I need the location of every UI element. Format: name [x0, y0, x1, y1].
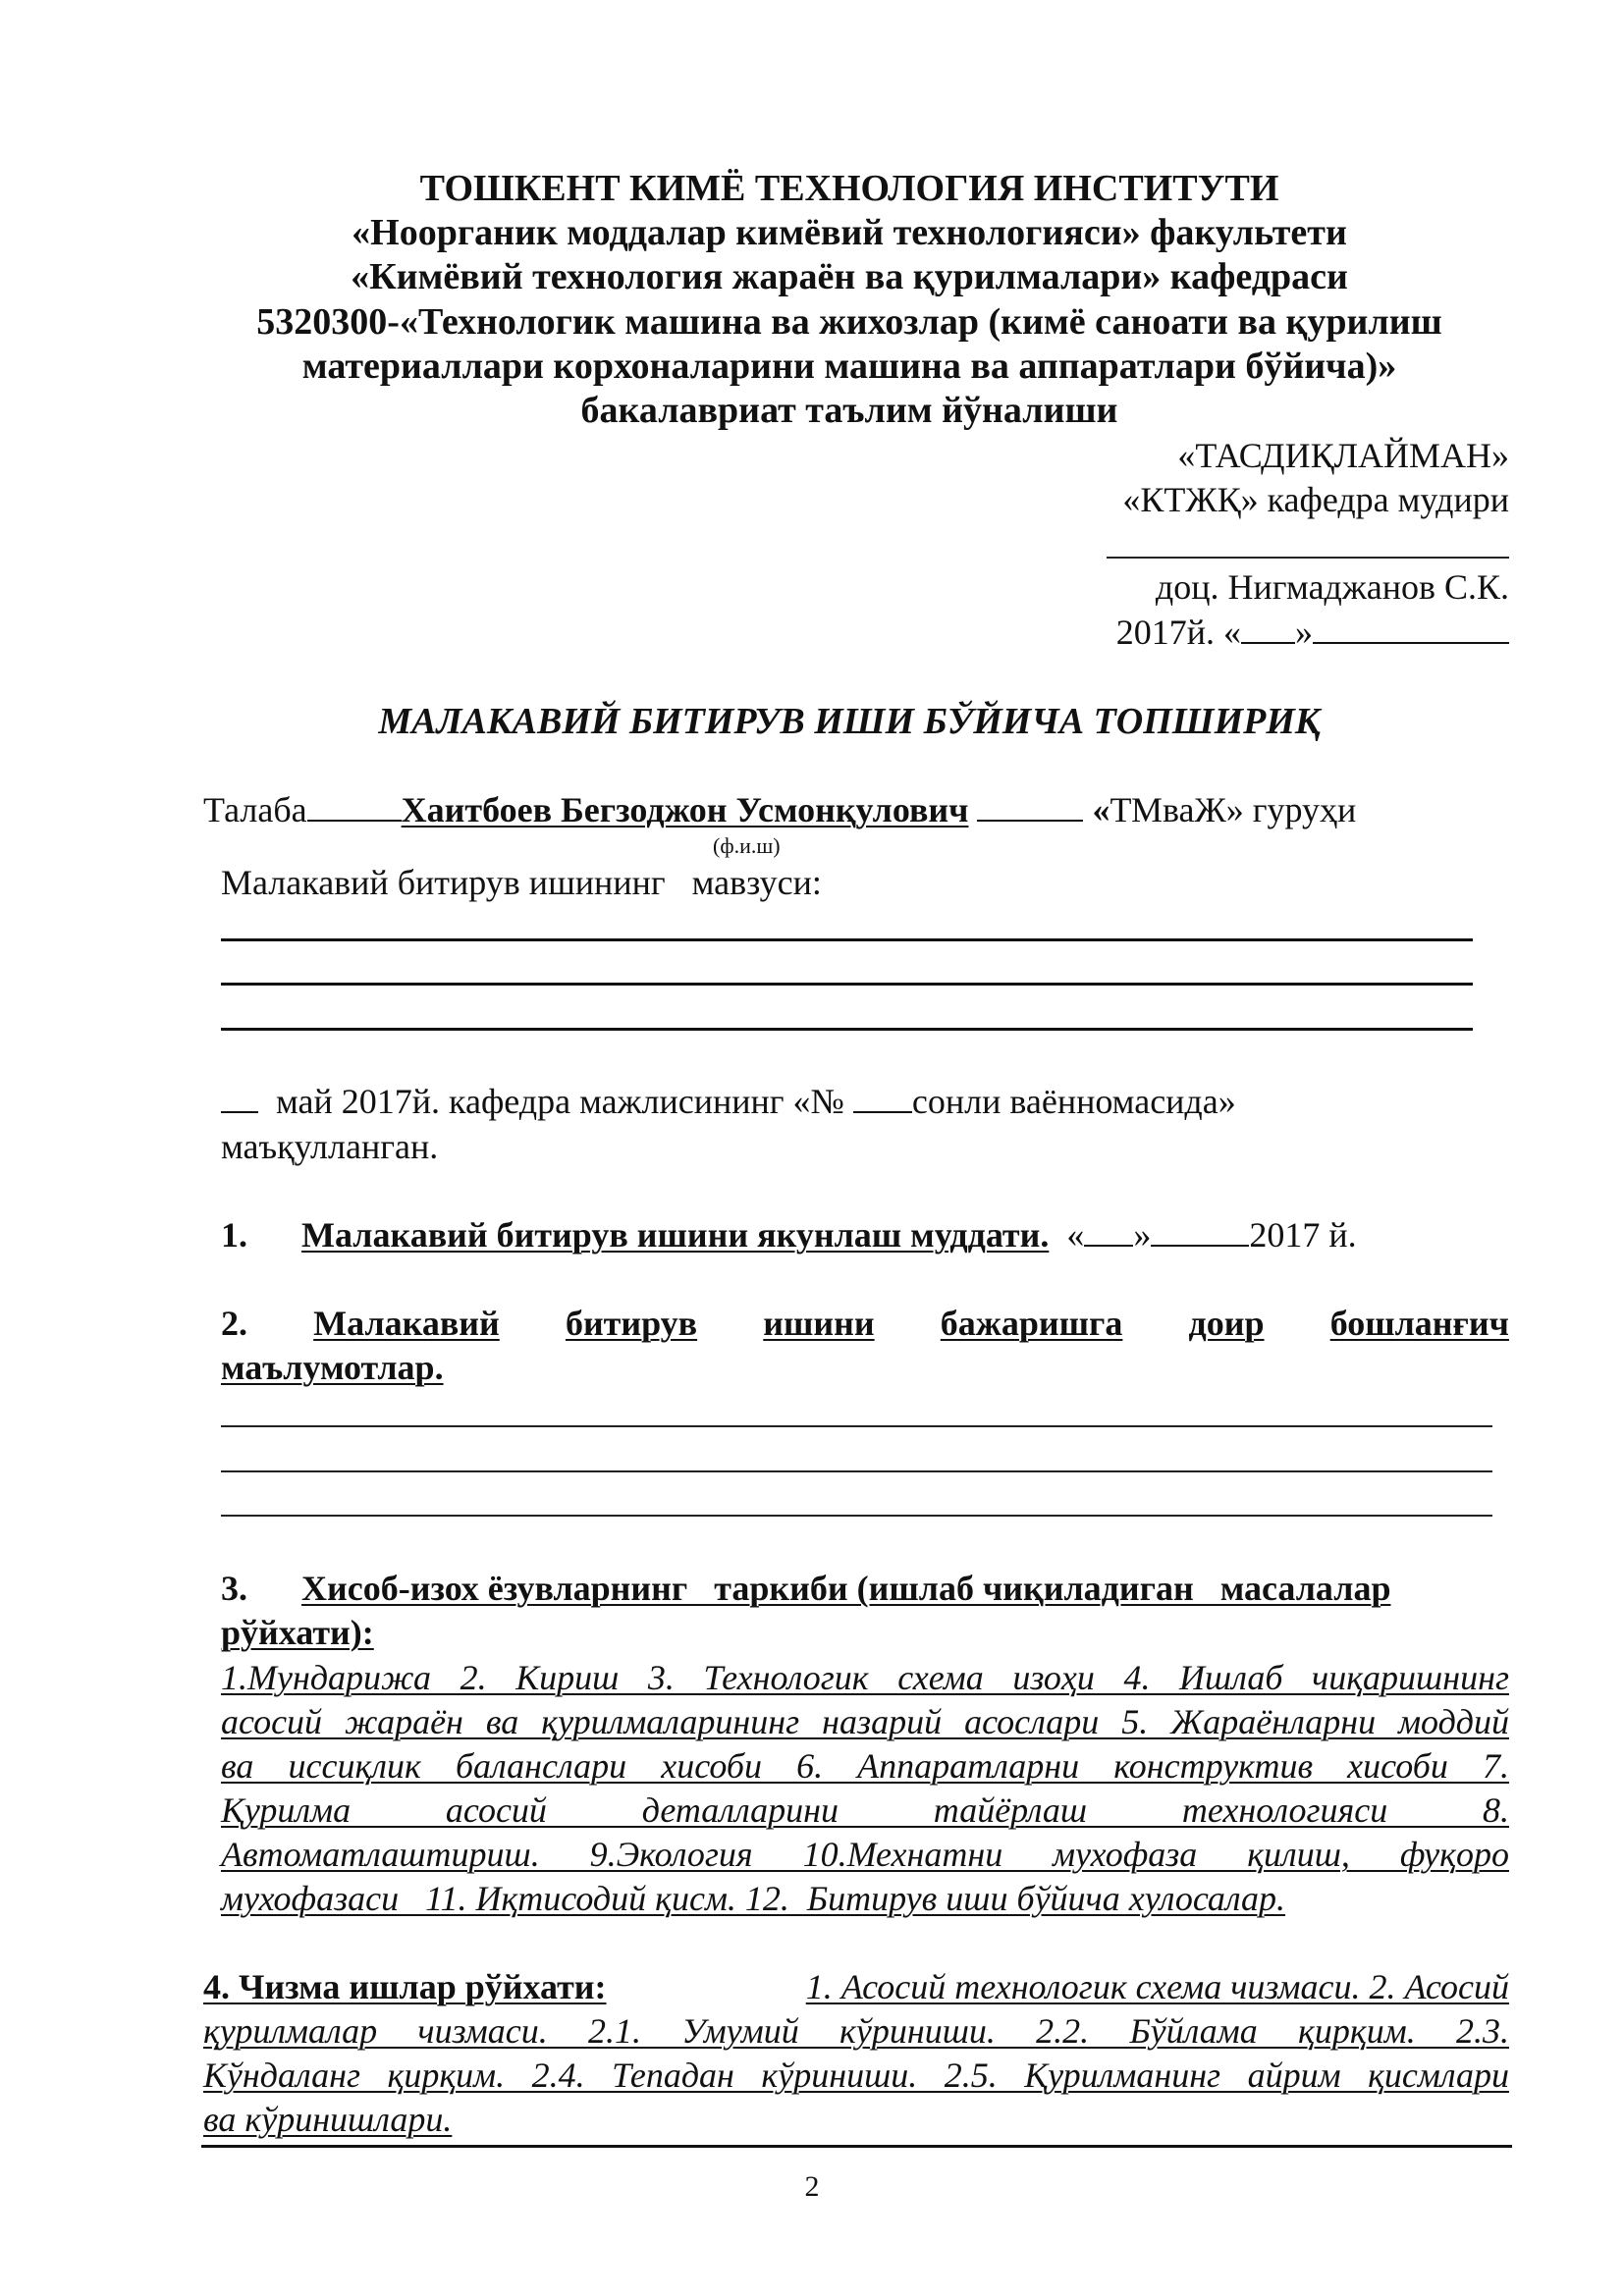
meeting-text-a: май 2017й. кафедра мажлисининг «№	[276, 1082, 844, 1121]
item-1-month-blank	[1151, 1215, 1249, 1247]
approval-head-title: «КТЖҚ» кафедра мудири	[1122, 480, 1509, 519]
approval-date-prefix: 2017й. «	[1115, 613, 1241, 652]
protocol-number-blank	[853, 1082, 912, 1113]
student-blank-left	[307, 790, 402, 822]
item-3-title-line-2: рўйхати):	[221, 1613, 374, 1652]
approval-name: доц. Нигмаджанов С.К.	[1155, 567, 1509, 607]
bottom-rule	[201, 2145, 1512, 2148]
meeting-line-2: маъқулланган.	[221, 1127, 439, 1166]
item-3-body-line: Қурилма асосий деталларини тайёрлаш технологияси 8.	[221, 1790, 1509, 1830]
item-1-number: 1.	[221, 1215, 247, 1255]
item-4-body-line: қурилмалар чизмаси. 2.1. Умумий кўриниши. 2.2. Бўйлама қирқим. 2.3.	[203, 2011, 1509, 2051]
program-line-1: 5320300-«Технологик машина ва жихозлар (кимё саноати ва қурилиш	[256, 301, 1442, 343]
item-1-title: Малакавий битирув ишини якунлаш муддати.	[301, 1215, 1050, 1255]
item-1-year: 2017 й.	[1249, 1215, 1357, 1255]
program-line-2: материаллари корхоналарини машина ва аппаратлари бўйича)»	[301, 346, 1397, 387]
item-4-line-1	[203, 1965, 1509, 2008]
item-2-word: Малакавий	[313, 1304, 500, 1343]
topic-line-1	[221, 938, 1473, 941]
item-2-line-2: маълумотлар.	[221, 1348, 444, 1387]
group-name: ТМваЖ» гуруҳи	[1110, 790, 1357, 829]
item-2-line-1	[221, 1302, 1509, 1345]
item-2-word: доир	[1188, 1304, 1265, 1343]
document-title: МАЛАКАВИЙ БИТИРУВ ИШИ БЎЙИЧА ТОПШИРИҚ	[378, 701, 1321, 742]
approval-heading: «ТАСДИҚЛАЙМАН»	[1177, 436, 1509, 475]
item-3-body-line: Автоматлаштириш. 9.Экология 10.Мехнатни мухофаза қилиш, фуқоро	[221, 1835, 1509, 1874]
item-2-blank-line-3	[221, 1515, 1492, 1517]
item-3-body-line: 1.Мундарижа 2. Кириш 3. Технологик схема изоҳи 4. Ишлаб чиқаришнинг	[221, 1658, 1509, 1697]
item-3-title: Хисоб-изох ёзувларнинг таркиби (ишлаб чиқиладиган масалалар	[301, 1569, 1391, 1608]
group-open-quote: «	[1092, 790, 1110, 829]
faculty-line: «Ноорганик моддалар кимёвий технологияси» факультети	[352, 212, 1347, 253]
item-1	[221, 1213, 1357, 1256]
item-1-day-blank	[1084, 1215, 1133, 1247]
department-line: «Кимёвий технология жараён ва қурилмалари» кафедраси	[351, 256, 1348, 297]
item-3-title-line-1	[221, 1567, 1509, 1610]
student-name: Хаитбоев Бегзоджон Усмонқулович	[401, 790, 969, 829]
item-1-date-close: »	[1133, 1215, 1152, 1255]
item-2-word: бажаришга	[940, 1304, 1123, 1343]
meeting-day-blank	[221, 1082, 258, 1113]
item-4-body-line: Кўндаланг қирқим. 2.4. Тепадан кўриниши. 2.5. Қурилманинг айрим қисмлари	[203, 2056, 1509, 2095]
item-2-blank-line-1	[221, 1425, 1492, 1427]
meeting-text-b: сонли ваённомасида»	[911, 1082, 1236, 1121]
topic-label: Малакавий битирув ишининг мавзуси:	[221, 863, 822, 902]
item-3-body-line: асосий жараён ва қурилмаларининг назарий асослари 5. Жараёнларни моддий	[221, 1702, 1509, 1741]
item-4-body-line: ва кўринишлари.	[203, 2100, 453, 2139]
page-number: 2	[804, 2170, 820, 2203]
item-3-body-line: ва иссиқлик баланслари хисоби 6. Аппаратларни конструктив хисоби 7.	[221, 1746, 1509, 1786]
item-3-body-line: мухофазаси 11. Иқтисодий қисм. 12. Битирув иши бўйича хулосалар.	[221, 1879, 1286, 1918]
item-2-word: бошланғич	[1329, 1304, 1509, 1343]
approval-date	[1116, 611, 1509, 654]
fio-note: (ф.и.ш)	[713, 833, 781, 858]
institute-title: ТОШКЕНТ КИМЁ ТЕХНОЛОГИЯ ИНСТИТУТИ	[419, 168, 1279, 209]
item-4-title: 4. Чизма ишлар рўйхати:	[203, 1967, 607, 2006]
item-2-blank-line-2	[221, 1470, 1492, 1472]
item-2-number: 2.	[221, 1304, 247, 1343]
program-line-3: бакалавриат таълим йўналиши	[580, 390, 1118, 431]
student-blank-right	[977, 790, 1083, 822]
signature-line	[1107, 557, 1509, 559]
student-label: Талаба	[203, 790, 307, 829]
item-2-word: битирув	[565, 1304, 698, 1343]
meeting-line-1	[221, 1080, 1236, 1123]
item-1-date-open: «	[1066, 1215, 1085, 1255]
item-3-number: 3.	[221, 1569, 247, 1608]
approval-date-mid: »	[1295, 613, 1313, 652]
item-2-word: ишини	[763, 1304, 875, 1343]
day-blank	[1241, 613, 1295, 644]
item-4-body-start: 1. Асосий технологик схема чизмаси. 2. Асосий	[805, 1967, 1509, 2006]
student-line	[203, 788, 1480, 831]
topic-line-3	[221, 1028, 1473, 1031]
topic-line-2	[221, 983, 1473, 986]
month-blank	[1313, 613, 1509, 644]
